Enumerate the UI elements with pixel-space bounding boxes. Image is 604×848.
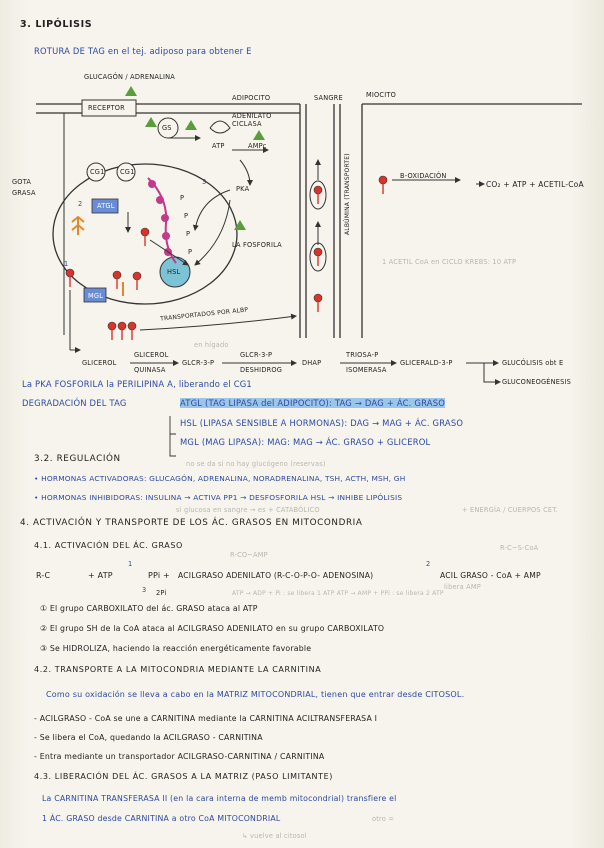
receptor-label: RECEPTOR <box>88 104 125 112</box>
eq-num-1: 1 <box>128 560 133 568</box>
acetil-note: 1 ACETIL CoA en CICLO KREBS: 10 ATP <box>382 258 517 266</box>
en-higado-note: en hígado <box>194 341 229 349</box>
note-1 <box>22 379 252 389</box>
eq-num-2: 2 <box>426 560 431 568</box>
mgl-label: MGL <box>88 292 104 300</box>
s41-p2: ② El grupo SH de la CoA ataca al ACILGRASO ADENILATO en su grupo CARBOXILATO <box>40 624 385 633</box>
s32-inhibidoras: • HORMONAS INHIBIDORAS: INSULINA → ACTIVA PP1 → DESFOSFORILA HSL → INHIBE LIPÓLISIS <box>34 493 403 502</box>
note-1-text: La PKA FOSFORILA la PERILIPINA A, liberando el CG1 <box>22 379 252 389</box>
s41-faded-top: R-CO~AMP <box>230 551 268 559</box>
eq-ppi: PPi + <box>148 571 170 580</box>
glicerol-quinasa-a: GLICEROL <box>134 351 169 359</box>
b-oxidacion-label: B-OXIDACIÓN <box>400 172 447 180</box>
glcr3p-deshid-b: DESHIDROG <box>240 366 283 374</box>
subtitle: ROTURA DE TAG en el tej. adiposo para obtener E <box>34 46 252 56</box>
s4-title: 4. ACTIVACIÓN Y TRANSPORTE DE LOS ÁC. GRASOS EN MITOCONDRIA <box>20 518 363 528</box>
num-1: 1 <box>64 260 69 268</box>
s32-faded-2: si glucosa en sangre → es + CATABÓLICO <box>176 506 320 514</box>
eq-2pi: 2Pi <box>156 589 167 597</box>
glcr3p-label: GLCR-3-P <box>182 359 215 367</box>
s41-faded-right: R-C~S-CoA <box>500 544 539 552</box>
triosa-a: TRIOSA-P <box>346 351 379 359</box>
col-adipocito: ADIPOCITO <box>232 94 271 102</box>
eq-num-3: 3 <box>142 586 147 594</box>
s32-activadoras: • HORMONAS ACTIVADORAS: GLUCAGÓN, ADRENALINA, NORADRENALINA, TSH, ACTH, MSH, GH <box>34 474 406 483</box>
gota-grasa-label: GOTA GRASA <box>12 178 36 197</box>
hsl-line <box>180 418 463 428</box>
s32-faded: no se da si no hay glucógeno (reservas) <box>186 460 326 468</box>
s32-title: 3.2. REGULACIÓN <box>34 454 121 464</box>
eq-left: R-C <box>36 571 51 580</box>
s41-p1: ① El grupo CARBOXILATO del ác. GRASO ataca al ATP <box>40 604 258 613</box>
s42-b3: - Entra mediante un transportador ACILGRASO-CARNITINA / CARNITINA <box>34 752 325 761</box>
eq-libera: libera AMP <box>444 583 481 591</box>
pka-label: PKA <box>236 185 250 193</box>
note-2-lead: DEGRADACIÓN DEL TAG <box>22 398 127 408</box>
mgl-line-text: MGL (MAG LIPASA): MAG: MAG → ÁC. GRASO + GLICEROL <box>180 437 431 447</box>
albumina-label: ALBÚMINA (TRANSPORTE) <box>344 153 351 235</box>
p-3: P <box>186 230 191 238</box>
eq-acil: ACILGRASO ADENILATO (R-C-O-P-O- ADENOSINA) <box>178 571 374 580</box>
gluconeo-label: GLUCONEOGÉNESIS <box>502 378 572 386</box>
s42-b2: - Se libera el CoA, quedando la ACILGRASO - CARNITINA <box>34 733 263 742</box>
s43-faded: otro = <box>372 815 395 823</box>
eq-faded: ATP → ADP + Pi : se libera 1 ATP ATP → AMP + PPi : se libera 2 ATP <box>232 590 444 597</box>
eq-atp: + ATP <box>88 571 113 580</box>
triosa-b: ISOMERASA <box>346 366 387 374</box>
dhap-label: DHAP <box>302 359 322 367</box>
s32-faded-3: + ENERGÍA / CUERPOS CET. <box>462 506 558 514</box>
s42-text: Como su oxidación se lleva a cabo en la MATRIZ MITOCONDRIAL, tienen que entrar desde CITOSOL. <box>46 690 465 699</box>
col-sangre: SANGRE <box>314 94 343 102</box>
eq-prod: ACIL GRASO - CoA + AMP <box>440 571 541 580</box>
hsl-line-text: HSL (LIPASA SENSIBLE A HORMONAS): DAG → MAG + ÁC. GRASO <box>180 418 464 428</box>
s43-l1: La CARNITINA TRANSFERASA II (en la cara interna de memb mitocondrial) transfiere el <box>42 794 397 803</box>
s42-title: 4.2. TRANSPORTE A LA MITOCONDRIA MEDIANTE LA CARNITINA <box>34 665 322 674</box>
hormones-label: GLUCAGÓN / ADRENALINA <box>84 73 175 81</box>
num-2: 2 <box>78 200 83 208</box>
s41-p3: ③ Se HIDROLIZA, haciendo la reacción energéticamente favorable <box>40 644 312 653</box>
p-2: P <box>184 212 189 220</box>
glicerol-label: GLICEROL <box>82 359 117 367</box>
num-3: 3 <box>202 178 207 186</box>
atgl-line-text: ATGL (TAG LIPASA del ADIPOCITO): TAG → DAG + ÁC. GRASO <box>180 398 445 408</box>
ampc-label: AMPc <box>248 142 267 150</box>
s43-l3: ↳ vuelve al citosol <box>242 832 307 840</box>
atgl-label: ATGL <box>97 202 115 210</box>
glucolisis-label: GLUCÓLISIS obt E <box>502 359 564 367</box>
hsl-label: HSL <box>167 268 181 276</box>
gs-label: GS <box>162 124 172 132</box>
mgl-line <box>180 437 430 447</box>
s43-l2: 1 ÁC. GRASO desde CARNITINA a otro CoA MITOCONDRIAL <box>42 814 281 823</box>
p-1: P <box>180 194 185 202</box>
s43-title: 4.3. LIBERACIÓN DEL ÁC. GRASOS A LA MATRIZ (PASO LIMITANTE) <box>34 772 333 781</box>
glcr3p-deshid-a: GLCR-3-P <box>240 351 273 359</box>
cg1-a: CG1 <box>90 168 105 176</box>
section-title: 3. LIPÓLISIS <box>20 19 93 30</box>
cg1-b: CG1 <box>120 168 135 176</box>
la-fosforila-label: LA FOSFORILA <box>232 241 282 249</box>
s41-title: 4.1. ACTIVACIÓN DEL ÁC. GRASO <box>34 541 183 550</box>
transportados-label: TRANSPORTADOS POR ALBP <box>159 306 249 323</box>
glicerol-quinasa-b: QUINASA <box>134 366 166 374</box>
s42-b1: - ACILGRASO - CoA se une a CARNITINA mediante la CARNITINA ACILTRANSFERASA I <box>34 714 378 723</box>
p-4: P <box>188 248 193 256</box>
atgl-line <box>180 398 445 408</box>
col-miocito: MIOCITO <box>366 91 396 99</box>
gliceral-label: GLICERALD-3-P <box>400 359 453 367</box>
atp-label: ATP <box>212 142 225 150</box>
adenilato-ciclasa-label: ADENILATO CICLASA <box>232 112 272 128</box>
products-label: CO₂ + ATP + ACETIL-CoA <box>486 180 584 189</box>
